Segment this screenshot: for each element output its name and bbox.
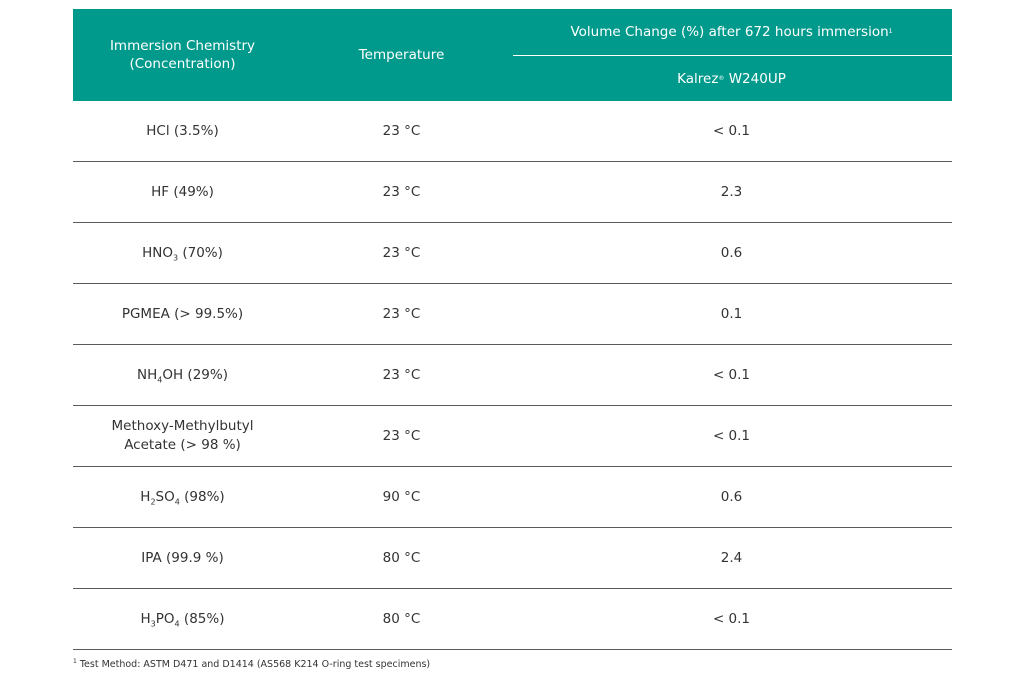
chemistry-text: (85%)	[179, 610, 225, 627]
table-header	[73, 9, 952, 101]
volume-change-cell: 0.1	[720, 305, 743, 322]
volume-change-cell: 0.6	[720, 244, 743, 261]
chemistry-cell	[73, 467, 292, 527]
chemistry-text: H	[140, 610, 151, 627]
chemistry-text: Acetate (> 98 %)	[124, 437, 241, 453]
table-row	[73, 345, 952, 406]
temperature-cell: 80 °C	[382, 549, 421, 566]
footnote-text: Test Method: ASTM D471 and D1414 (AS568 K214 O-ring test specimens)	[76, 659, 431, 670]
header-immersion-chemistry	[73, 9, 292, 101]
chemistry-subscript: 4	[157, 375, 163, 385]
chemistry-text: (70%)	[178, 244, 223, 261]
temperature-cell: 23 °C	[382, 366, 421, 383]
temperature-cell: 23 °C	[382, 305, 421, 322]
temperature-cell: 23 °C	[382, 427, 421, 444]
volume-change-cell: < 0.1	[712, 366, 751, 383]
chemistry-cell	[73, 223, 292, 283]
temperature-cell: 23 °C	[382, 183, 421, 200]
chemistry-text: Methoxy-Methylbutyl	[111, 418, 254, 434]
table-footnote	[73, 659, 430, 670]
header-volume-change-text: Volume Change (%) after 672 hours immersion	[570, 24, 889, 40]
table-row	[73, 528, 952, 589]
chemistry-text: OH (29%)	[162, 366, 228, 383]
volume-change-cell: 0.6	[720, 488, 743, 505]
chemistry-text: HF (49%)	[151, 183, 214, 200]
chemistry-subscript: 2	[150, 497, 156, 507]
chemistry-subscript: 4	[174, 497, 180, 507]
chemistry-cell	[73, 406, 292, 466]
temperature-cell: 23 °C	[382, 244, 421, 261]
volume-change-cell: 2.3	[720, 183, 743, 200]
table-body	[73, 101, 952, 650]
temperature-cell: 90 °C	[382, 488, 421, 505]
header-material-grade: W240UP	[724, 70, 786, 87]
chemistry-text: SO	[155, 488, 175, 505]
table-row	[73, 223, 952, 284]
table-row	[73, 467, 952, 528]
immersion-table	[73, 9, 952, 650]
footnote-mark: 1	[73, 657, 77, 665]
chemistry-text: (98%)	[179, 488, 225, 505]
header-material: Kalrez ® W240UP	[677, 70, 786, 87]
chemistry-cell	[73, 345, 292, 405]
temperature-cell: 80 °C	[382, 610, 421, 627]
header-chemistry-line1: Immersion Chemistry	[109, 38, 256, 54]
chemistry-text: HCl (3.5%)	[146, 122, 219, 139]
chemistry-text: HNO	[142, 244, 173, 261]
chemistry-text: NH	[137, 366, 158, 383]
temperature-cell: 23 °C	[382, 122, 421, 139]
table-row	[73, 589, 952, 650]
chemistry-subscript: 3	[150, 619, 156, 629]
chemistry-text: H	[140, 488, 151, 505]
chemistry-text: PGMEA (> 99.5%)	[121, 305, 244, 322]
table-row	[73, 162, 952, 223]
chemistry-subscript: 4	[174, 619, 180, 629]
chemistry-cell	[73, 528, 292, 588]
table-row	[73, 284, 952, 345]
chemistry-text: PO	[155, 610, 175, 627]
volume-change-cell: < 0.1	[712, 427, 751, 444]
header-volume-change: Volume Change (%) after 672 hours immersion 1	[570, 24, 893, 40]
volume-change-cell: < 0.1	[712, 122, 751, 139]
header-chemistry-line2: (Concentration)	[129, 56, 236, 72]
chemistry-subscript: 3	[172, 253, 179, 263]
chemistry-text: IPA (99.9 %)	[141, 549, 224, 566]
table-row	[73, 406, 952, 467]
chemistry-cell	[73, 284, 292, 344]
volume-change-cell: 2.4	[720, 549, 743, 566]
table-row	[73, 101, 952, 162]
chemistry-cell	[73, 589, 292, 649]
chemistry-cell	[73, 101, 292, 161]
header-temperature: Temperature	[358, 47, 445, 63]
header-material-name: Kalrez	[677, 70, 719, 87]
volume-change-cell: < 0.1	[712, 610, 751, 627]
chemistry-cell	[73, 162, 292, 222]
